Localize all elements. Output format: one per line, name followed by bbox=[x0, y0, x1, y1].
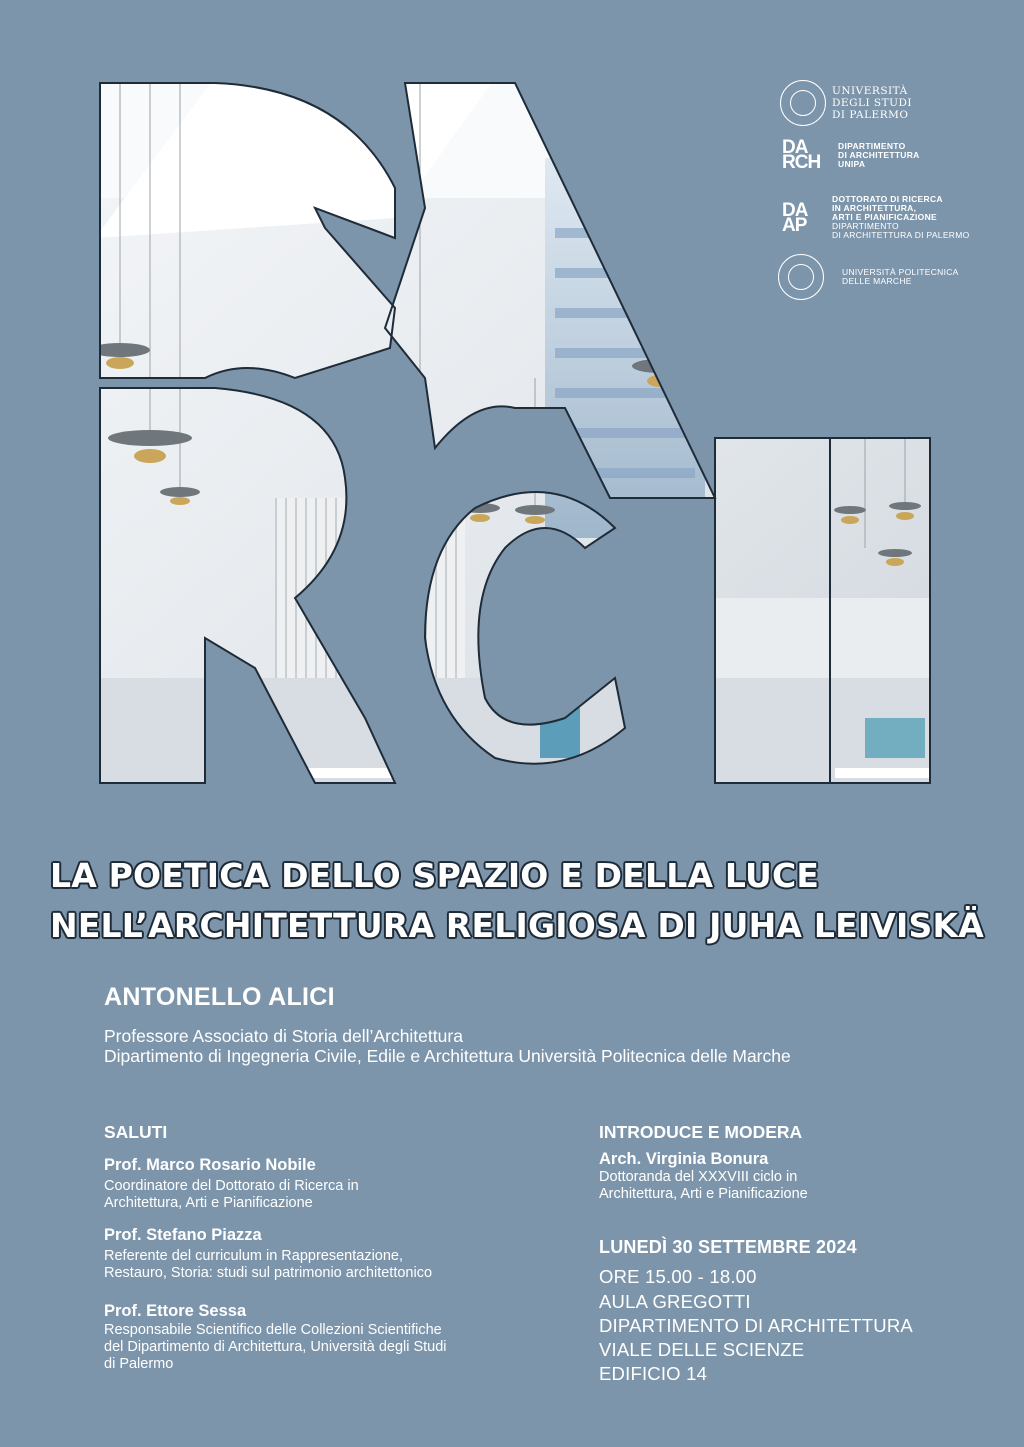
univpm-line-1: UNIVERSITÀ POLITECNICA bbox=[842, 267, 959, 277]
darch-line-3: UNIPA bbox=[838, 158, 866, 169]
moderator-desc-1: Dottoranda del XXXVIII ciclo in bbox=[599, 1169, 798, 1185]
saluti-person-3-desc-3: di Palermo bbox=[104, 1356, 174, 1372]
saluti-person-2-desc bbox=[104, 1248, 432, 1282]
unipa-logo bbox=[780, 80, 912, 126]
unipa-line-2: DEGLI STUDI bbox=[832, 97, 913, 109]
moderator-desc bbox=[599, 1169, 808, 1203]
saluti-person-2-desc-2: Restauro, Storia: studi sul patrimonio architettonico bbox=[104, 1265, 433, 1281]
university-seal-icon bbox=[780, 80, 826, 126]
event-department: DIPARTIMENTO DI ARCHITETTURA bbox=[599, 1315, 913, 1336]
univpm-seal-icon bbox=[778, 254, 824, 300]
moderator-desc-2: Architettura, Arti e Pianificazione bbox=[599, 1186, 808, 1202]
saluti-person-2-desc-1: Referente del curriculum in Rappresentazione, bbox=[104, 1248, 404, 1264]
event-building: EDIFICIO 14 bbox=[599, 1363, 708, 1384]
speaker-role: Professore Associato di Storia dell’Architettura bbox=[104, 1026, 463, 1046]
saluti-person-1-desc bbox=[104, 1178, 359, 1212]
saluti-person-1-name: Prof. Marco Rosario Nobile bbox=[104, 1156, 316, 1174]
event-title-line-2: NELL’ARCHITETTURA RELIGIOSA DI JUHA LEIVISKÄ bbox=[50, 906, 984, 945]
saluti-person-3-name: Prof. Ettore Sessa bbox=[104, 1302, 247, 1320]
saluti-person-1-desc-2: Architettura, Arti e Pianificazione bbox=[104, 1195, 313, 1211]
darch-mark-bottom: RCH bbox=[782, 152, 821, 173]
speaker-department: Dipartimento di Ingegneria Civile, Edile e Architettura Università Politecnica delle Marche bbox=[104, 1046, 791, 1066]
daap-mark-bottom: AP bbox=[782, 214, 807, 236]
univpm-line-2: DELLE MARCHE bbox=[842, 276, 912, 286]
univpm-logo bbox=[778, 254, 959, 300]
daap-line-2: IN ARCHITETTURA, bbox=[832, 203, 917, 213]
darch-mark bbox=[782, 137, 828, 173]
daap-line-1: DOTTORATO DI RICERCA bbox=[832, 194, 943, 204]
moderator-heading: INTRODUCE E MODERA bbox=[599, 1122, 803, 1142]
saluti-person-3-desc-2: del Dipartimento di Architettura, Università degli Studi bbox=[104, 1339, 447, 1355]
saluti-person-2-name: Prof. Stefano Piazza bbox=[104, 1226, 262, 1244]
darch-hero-graphic bbox=[95, 78, 935, 808]
event-date: LUNEDÌ 30 SETTEMBRE 2024 bbox=[599, 1237, 857, 1257]
darch-line-2: DI ARCHITETTURA bbox=[838, 149, 920, 160]
daap-mark-top: DA bbox=[782, 199, 808, 221]
event-time: ORE 15.00 - 18.00 bbox=[599, 1266, 757, 1287]
daap-line-3: ARTI E PIANIFICAZIONE bbox=[832, 212, 937, 222]
saluti-person-3-desc-1: Responsabile Scientifico delle Collezioni Scientifiche bbox=[104, 1322, 442, 1338]
saluti-person-3-desc bbox=[104, 1322, 447, 1373]
moderator-name: Arch. Virginia Bonura bbox=[599, 1150, 769, 1168]
saluti-person-1-desc-1: Coordinatore del Dottorato di Ricerca in bbox=[104, 1178, 359, 1194]
event-title-line-1: LA POETICA DELLO SPAZIO E DELLA LUCE bbox=[50, 856, 820, 895]
unipa-line-1: UNIVERSITÀ bbox=[832, 85, 908, 97]
darch-mark-top: DA bbox=[782, 137, 808, 158]
darch-logo bbox=[782, 137, 920, 173]
saluti-heading: SALUTI bbox=[104, 1122, 168, 1142]
darch-line-1: DIPARTIMENTO bbox=[838, 140, 906, 151]
event-room: AULA GREGOTTI bbox=[599, 1291, 751, 1312]
daap-line-5: DI ARCHITETTURA DI PALERMO bbox=[832, 230, 970, 240]
speaker-name: ANTONELLO ALICI bbox=[104, 983, 335, 1011]
event-street: VIALE DELLE SCIENZE bbox=[599, 1339, 805, 1360]
unipa-line-3: DI PALERMO bbox=[832, 109, 909, 121]
daap-mark bbox=[782, 199, 828, 236]
daap-logo bbox=[782, 195, 970, 240]
church-interior-photo bbox=[95, 78, 935, 808]
daap-line-4: DIPARTIMENTO bbox=[832, 221, 899, 231]
